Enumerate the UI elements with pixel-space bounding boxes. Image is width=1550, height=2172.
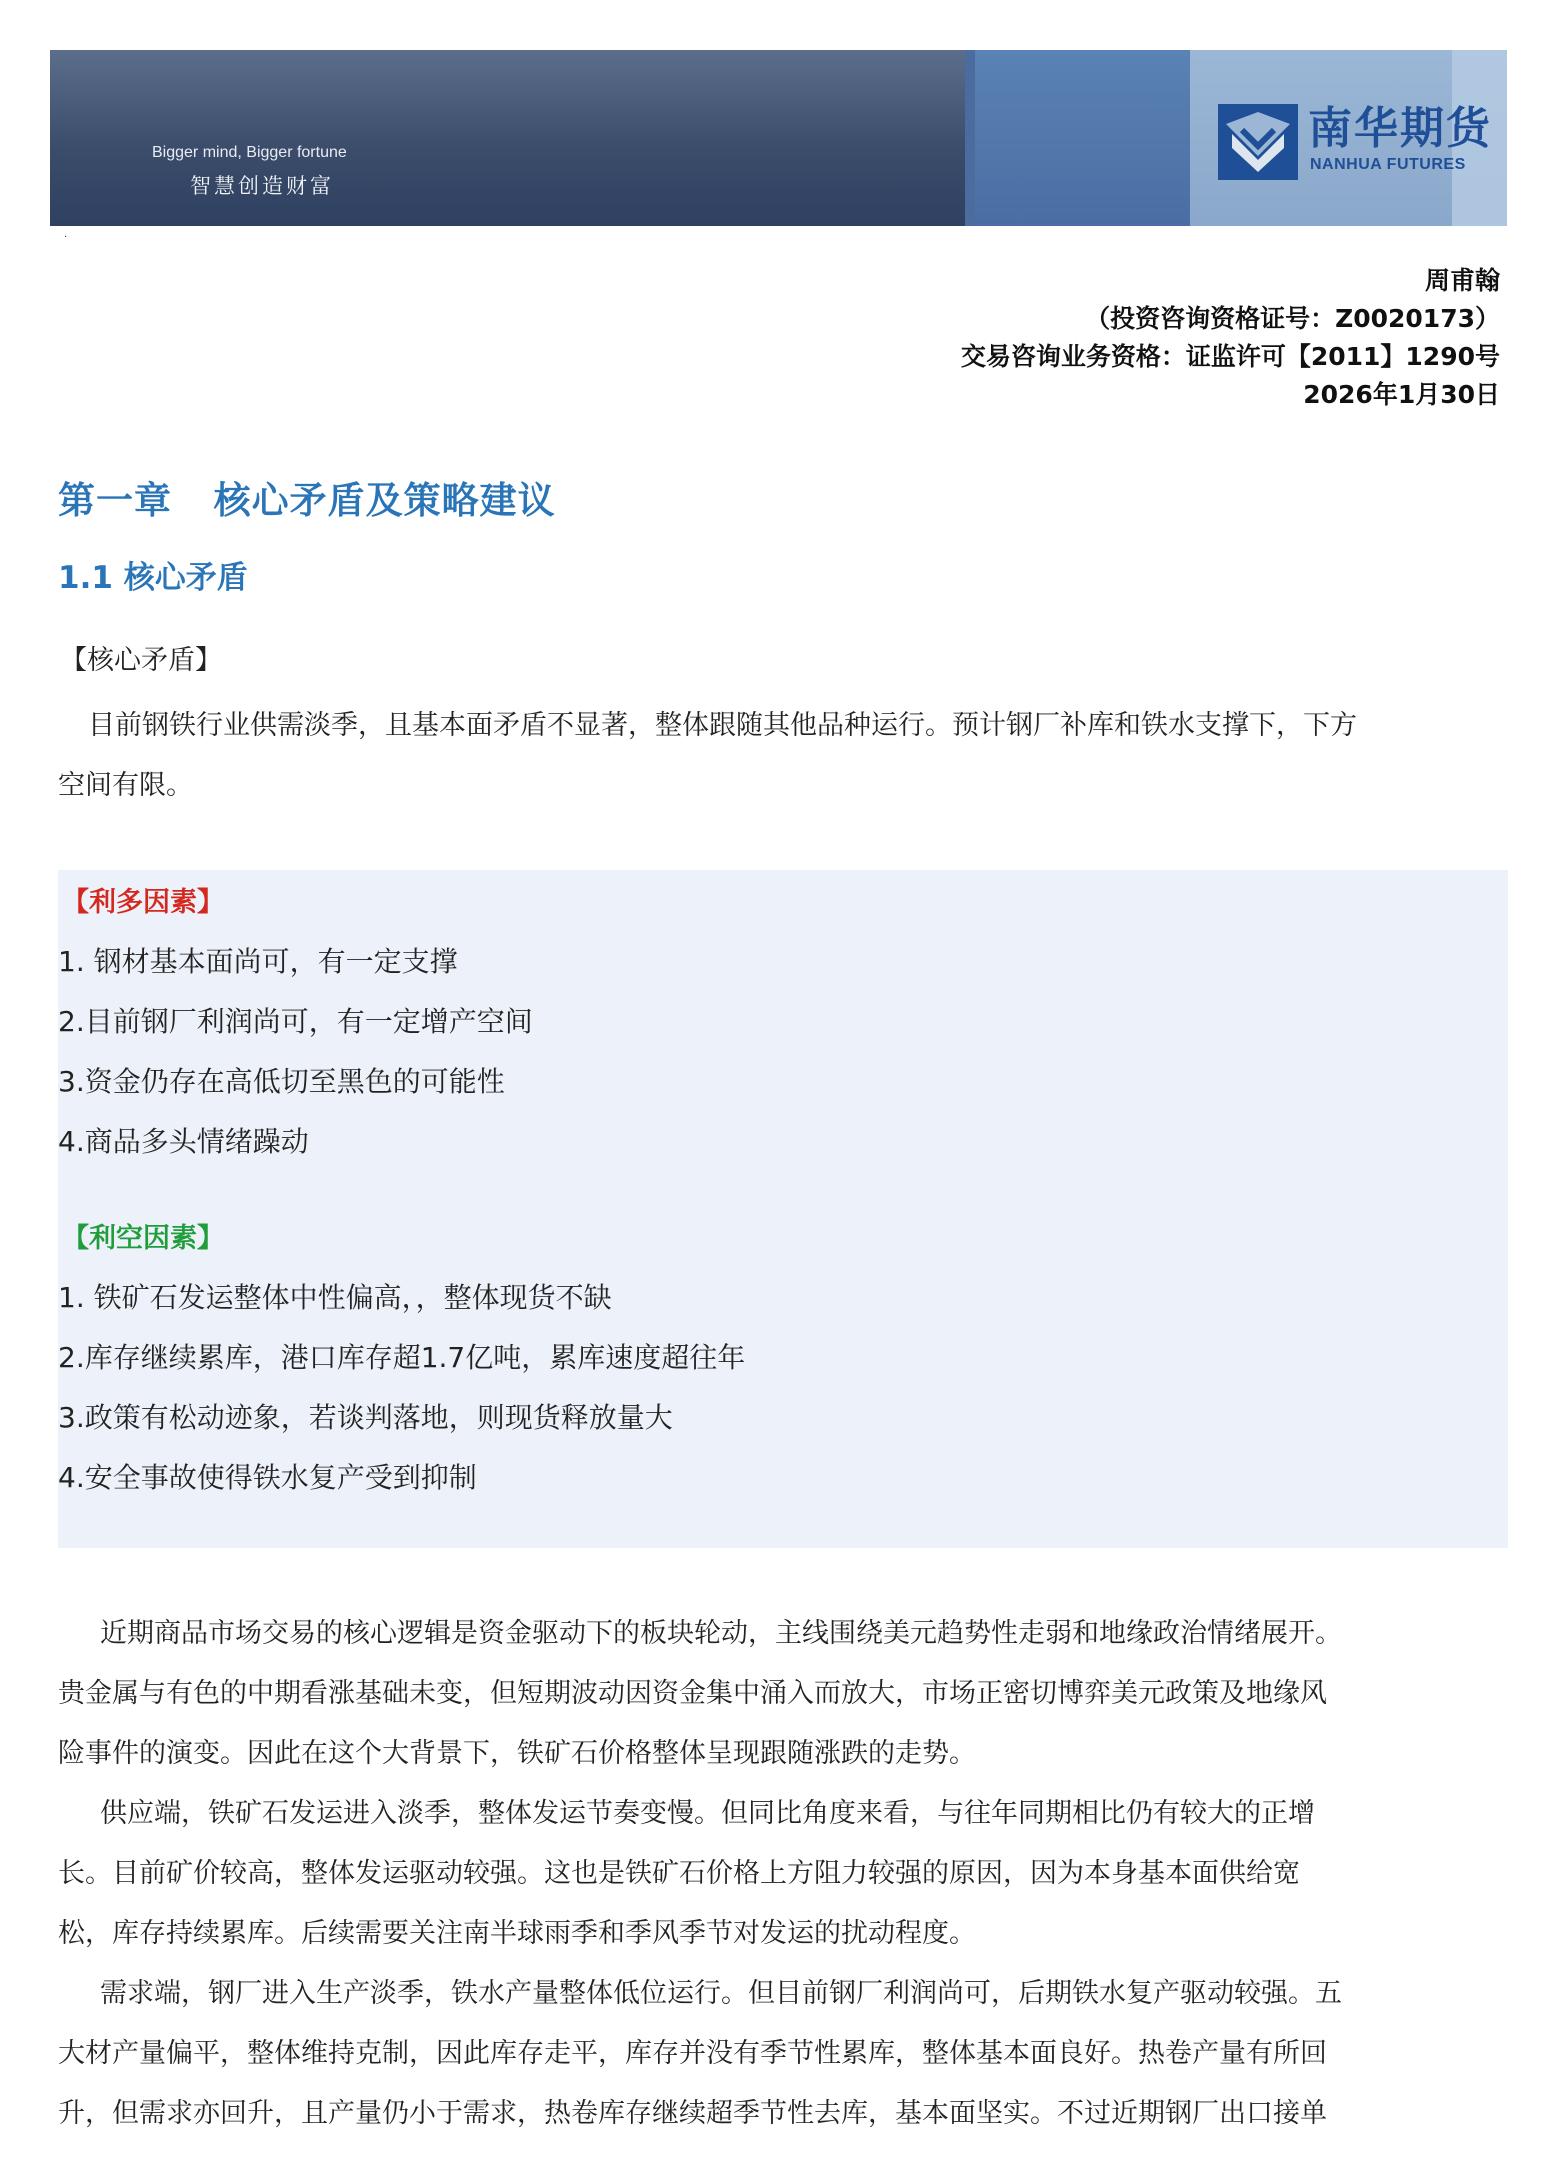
author-qualification: 交易咨询业务资格：证监许可【2011】1290号 [960, 342, 1500, 371]
bearish-item: 1. 铁矿石发运整体中性偏高，，整体现货不缺 [58, 1281, 612, 1314]
bullish-item: 2.目前钢厂利润尚可，有一定增产空间 [58, 1005, 533, 1038]
body-p2-line3: 松，库存持续累库。后续需要关注南半球雨季和季风季节对发运的扰动程度。 [58, 1918, 976, 1949]
bearish-item: 3.政策有松动迹象，若谈判落地，则现货释放量大 [58, 1401, 673, 1434]
section-title: 1.1 核心矛盾 [58, 560, 248, 596]
body-p2-line2: 长。目前矿价较高，整体发运驱动较强。这也是铁矿石价格上方阻力较强的原因，因为本身基本面供给宽 [58, 1858, 1300, 1889]
body-p2-line1: 供应端，铁矿石发运进入淡季，整体发运节奏变慢。但同比角度来看，与往年同期相比仍有较大的正增 [100, 1798, 1315, 1829]
body-p1-line1: 近期商品市场交易的核心逻辑是资金驱动下的板块轮动，主线围绕美元趋势性走弱和地缘政治情绪展开。 [100, 1618, 1342, 1649]
bullish-item: 4.商品多头情绪躁动 [58, 1125, 309, 1158]
author-license: （投资咨询资格证号：Z0020173） [1085, 304, 1500, 333]
body-p1-line2: 贵金属与有色的中期看涨基础未变，但短期波动因资金集中涌入而放大，市场正密切博弈美元政策及地缘风 [58, 1678, 1327, 1709]
slogan-cn: 智慧创造财富 [190, 174, 334, 198]
logo-text-en: NANHUA FUTURES [1310, 156, 1466, 173]
logo-text-cn: 南华期货 [1308, 103, 1492, 154]
chapter-title: 第一章 核心矛盾及策略建议 [58, 479, 556, 522]
bullish-item: 3.资金仍存在高低切至黑色的可能性 [58, 1065, 505, 1098]
bullish-title: 【利多因素】 [62, 887, 224, 918]
bullish-item: 1. 钢材基本面尚可，有一定支撑 [58, 945, 458, 978]
bearish-item: 4.安全事故使得铁水复产受到抑制 [58, 1461, 477, 1494]
body-p3-line3: 升，但需求亦回升，且产量仍小于需求，热卷库存继续超季节性去库，基本面坚实。不过近期钢厂出口接单 [58, 2098, 1327, 2129]
core-label: 【核心矛盾】 [60, 645, 222, 676]
bearish-item: 2.库存继续累库，港口库存超1.7亿吨，累库速度超往年 [58, 1341, 746, 1374]
nanhua-logo-icon [1218, 104, 1298, 180]
banner-stripe [965, 50, 975, 226]
body-p3-line2: 大材产量偏平，整体维持克制，因此库存走平，库存并没有季节性累库，整体基本面良好。热卷产量有所回 [58, 2038, 1327, 2069]
body-p1-line3: 险事件的演变。因此在这个大背景下，铁矿石价格整体呈现跟随涨跌的走势。 [58, 1738, 976, 1769]
core-text-line2: 空间有限。 [58, 770, 193, 801]
core-text-line1: 目前钢铁行业供需淡季，且基本面矛盾不显著，整体跟随其他品种运行。预计钢厂补库和铁水支撑下，下方 [88, 710, 1357, 741]
author-name: 周甫翰 [1424, 266, 1500, 295]
stray-mark: · [64, 232, 68, 243]
bearish-title: 【利空因素】 [62, 1223, 224, 1254]
report-date: 2026年1月30日 [1303, 380, 1500, 409]
body-p3-line1: 需求端，钢厂进入生产淡季，铁水产量整体低位运行。但目前钢厂利润尚可，后期铁水复产驱动较强。五 [100, 1978, 1342, 2009]
slogan-en: Bigger mind, Bigger fortune [152, 144, 347, 161]
banner-stripe [975, 50, 1190, 226]
header-banner [50, 50, 1507, 226]
author-info [961, 262, 1500, 414]
